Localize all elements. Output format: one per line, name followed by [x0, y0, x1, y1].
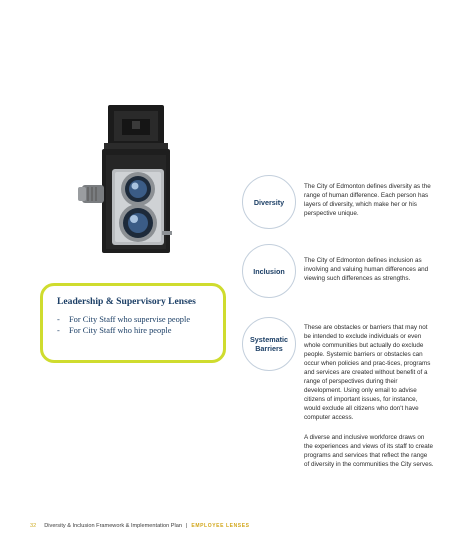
inclusion-circle [242, 244, 296, 298]
inclusion-definition: The City of Edmonton defines inclusion as involving and valuing human differences and viewing such differences as strengths. [304, 257, 429, 282]
lenses-list [57, 314, 223, 336]
barriers-label-line2: Barriers [255, 344, 283, 353]
inclusion-label: Inclusion [253, 266, 285, 276]
lenses-item-supervise [57, 314, 223, 325]
page-number: 32 [30, 523, 37, 529]
lenses-box [40, 283, 226, 363]
footer-separator: | [185, 523, 188, 529]
workforce-paragraph: A diverse and inclusive workforce draws on the experiences and views of its staff to create programs and services that reflect the range of diversity in the communities the City serves. [304, 434, 434, 468]
systematic-barriers-label [250, 335, 288, 353]
barriers-definition: These are obstacles or barriers that may not be intended to exclude individuals or even whole communities but actually do exclude people. Systemic barriers or obstacles can occur when policies and prac-tices, programs and services are created without benefit of a range of perspectives during their development. Using only email to advise citizens of important issues, for instance, would exclude all citizens who don't have computer access. [304, 324, 431, 421]
lenses-item-hire [57, 325, 223, 336]
barriers-label-line1: Systematic [250, 335, 288, 344]
lenses-item-label: For City Staff who hire people [69, 326, 172, 335]
systematic-barriers-circle [242, 317, 296, 371]
lenses-item-label: For City Staff who supervise people [69, 315, 191, 324]
lenses-title: Leadership & Supervisory Lenses [57, 296, 196, 307]
diversity-label: Diversity [253, 197, 285, 207]
diversity-circle [242, 175, 296, 229]
bullet-dash: - [57, 326, 60, 335]
diversity-definition: The City of Edmonton defines diversity as the range of human difference. Each person has layers of diversity, which make her or his perspective unique. [304, 183, 431, 217]
camera-image [78, 105, 186, 255]
page-footer [30, 523, 250, 529]
document-title: Diversity & Inclusion Framework & Implementation Plan [44, 523, 182, 529]
bullet-dash: - [57, 315, 60, 324]
section-name: EMPLOYEE LENSES [191, 523, 250, 529]
